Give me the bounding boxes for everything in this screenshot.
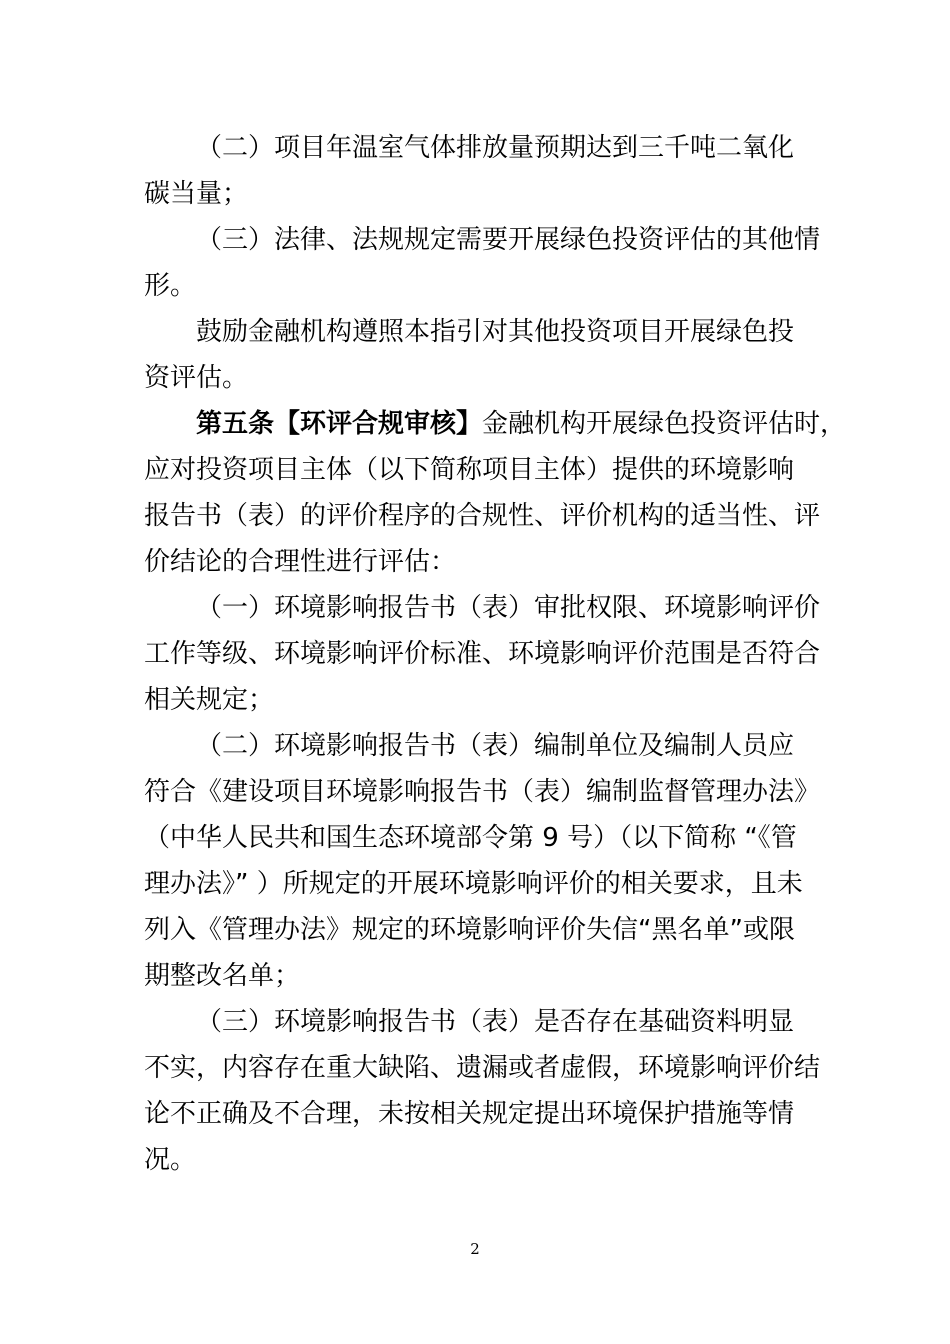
- paragraph-7-line-1: （三）环境影响报告书（表）是否存在基础资料明显: [196, 1007, 795, 1037]
- paragraph-3-line-2: 资评估。: [144, 363, 249, 393]
- paragraph-7-line-2: 不实，内容存在重大缺陷、遗漏或者虚假，环境影响评价结: [144, 1053, 821, 1083]
- paragraph-3-line-1: 鼓励金融机构遵照本指引对其他投资项目开展绿色投: [196, 317, 795, 347]
- paragraph-6-line-2: 符合《建设项目环境影响报告书（表）编制监督管理办法》: [144, 777, 821, 807]
- paragraph-5-line-3: 相关规定；: [144, 685, 275, 715]
- paragraph-2-line-2: 形。: [144, 271, 197, 301]
- article-5-line-4: 价结论的合理性进行评估：: [144, 547, 457, 577]
- paragraph-7-line-4: 况。: [144, 1145, 197, 1175]
- article-5-heading: 第五条【环评合规审核】: [196, 409, 483, 439]
- paragraph-1-line-2: 碳当量；: [144, 179, 249, 209]
- paragraph-5-line-2: 工作等级、环境影响评价标准、环境影响评价范围是否符合: [144, 639, 821, 669]
- paragraph-5-line-1: （一）环境影响报告书（表）审批权限、环境影响评价: [196, 593, 821, 623]
- paragraph-6-line-1: （二）环境影响报告书（表）编制单位及编制人员应: [196, 731, 795, 761]
- article-5-line-2: 应对投资项目主体（以下简称项目主体）提供的环境影响: [144, 455, 795, 485]
- paragraph-6-line-5: 列入《管理办法》规定的环境影响评价失信“黑名单”或限: [144, 915, 795, 945]
- article-5-line-1: [196, 408, 846, 440]
- article-5-line-3: 报告书（表）的评价程序的合规性、评价机构的适当性、评: [144, 501, 821, 531]
- paragraph-7-line-3: 论不正确及不合理，未按相关规定提出环境保护措施等情: [144, 1099, 795, 1129]
- page-number: 2: [470, 1240, 480, 1258]
- article-5-line-1-text: 金融机构开展绿色投资评估时，: [482, 409, 847, 439]
- paragraph-6-line-4: 理办法》” ）所规定的开展环境影响评价的相关要求，且未: [144, 869, 803, 899]
- paragraph-6-line-3: （中华人民共和国生态环境部令第 9 号）（以下简称 “《管: [144, 823, 797, 853]
- paragraph-2-line-1: （三）法律、法规规定需要开展绿色投资评估的其他情: [196, 225, 821, 255]
- paragraph-1-line-1: （二）项目年温室气体排放量预期达到三千吨二氧化: [196, 133, 795, 163]
- paragraph-6-line-6: 期整改名单；: [144, 961, 301, 991]
